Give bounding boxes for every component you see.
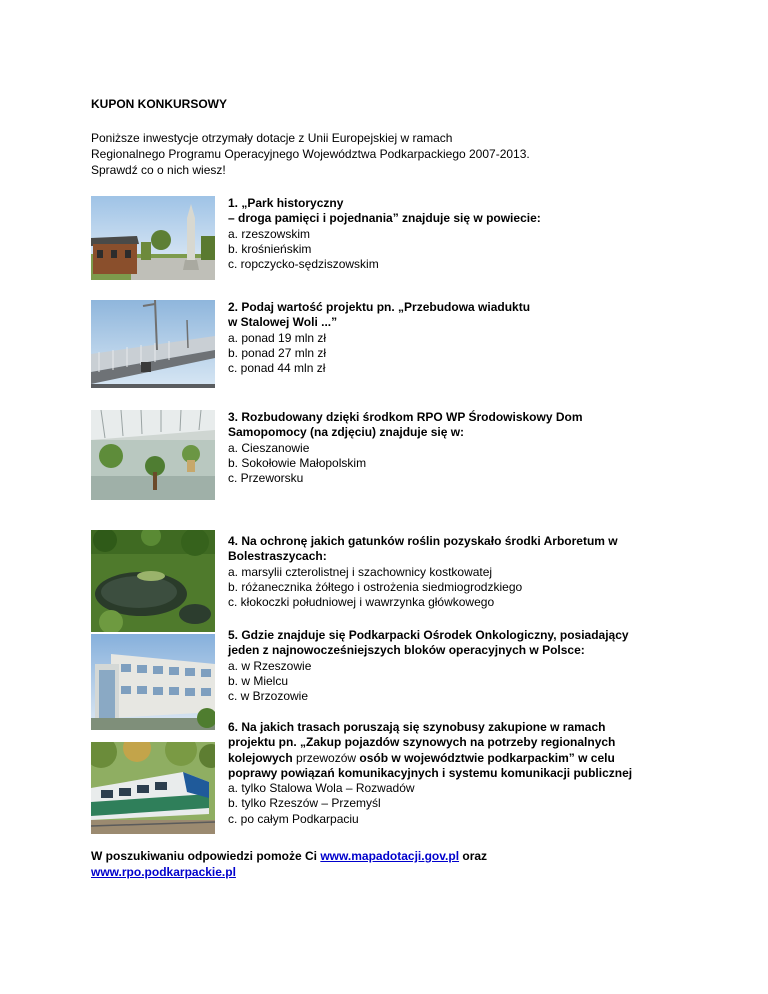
photo-self-help-house [91, 410, 215, 500]
photo-arboretum [91, 530, 215, 632]
question-1 [228, 196, 688, 272]
answer-option-b: b. Sokołowie Małopolskim [228, 455, 367, 470]
question-heading: 5. Gdzie znajduje się Podkarpacki Ośrodek Onkologiczny, posiadający [228, 628, 629, 642]
answer-option-c: c. kłokoczki południowej i wawrzynka główkowego [228, 595, 495, 610]
question-heading: 4. Na ochronę jakich gatunków roślin pozyskało środki Arboretum w [228, 534, 618, 548]
question-heading: w Stalowej Woli ...” [228, 315, 338, 330]
answer-option-b: b. ponad 27 mln zł [228, 345, 327, 360]
intro-text [91, 130, 711, 178]
answer-option-b: b. tylko Rzeszów – Przemyśl [228, 796, 381, 811]
heading-normal-part: przewozów [296, 750, 357, 765]
photo-railbus [91, 742, 215, 834]
heading-bold-part: osób w województwie podkarpackim” w celu [356, 750, 615, 765]
question-6 [228, 720, 688, 827]
answer-option-c: c. Przeworsku [228, 471, 304, 486]
question-heading [228, 751, 688, 766]
question-4 [228, 534, 688, 610]
footer-hint [91, 848, 711, 880]
answer-option-b: b. krośnieńskim [228, 241, 312, 256]
question-heading: 6. Na jakich trasach poruszają się szynobusy zakupione w ramach [228, 720, 606, 734]
answer-option-c: c. po całym Podkarpaciu [228, 811, 359, 826]
answer-option-a: a. rzeszowskim [228, 226, 311, 241]
link-rpo-podkarpackie[interactable]: www.rpo.podkarpackie.pl [91, 865, 236, 879]
question-heading: projektu pn. „Zakup pojazdów szynowych na potrzeby regionalnych [228, 735, 616, 750]
answer-option-a: a. w Rzeszowie [228, 658, 312, 673]
question-2 [228, 300, 688, 376]
question-5 [228, 628, 688, 704]
photo-historical-park [91, 196, 215, 280]
question-heading: 3. Rozbudowany dzięki środkom RPO WP Środowiskowy Dom [228, 410, 583, 424]
answer-option-a: a. marsylii czterolistnej i szachownicy kostkowatej [228, 564, 493, 579]
question-heading: Bolestraszycach: [228, 549, 327, 564]
answer-option-c: c. w Brzozowie [228, 689, 309, 704]
photo-viaduct [91, 300, 215, 388]
answer-option-b: b. różanecznika żółtego i ostrożenia siedmiogrodzkiego [228, 579, 523, 594]
answer-option-c: c. ropczycko-sędziszowskim [228, 257, 379, 272]
page-title: KUPON KONKURSOWY [91, 97, 228, 111]
answer-option-a: a. Cieszanowie [228, 440, 310, 455]
intro-line: Poniższe inwestycje otrzymały dotacje z Unii Europejskiej w ramach [91, 131, 453, 145]
question-heading: jeden z najnowocześniejszych bloków operacyjnych w Polsce: [228, 643, 585, 658]
heading-bold-part: kolejowych [228, 750, 297, 765]
footer-text: oraz [459, 849, 488, 863]
answer-option-b: b. w Mielcu [228, 673, 289, 688]
intro-line: Sprawdź co o nich wiesz! [91, 163, 226, 177]
question-heading: poprawy powiązań komunikacyjnych i systemu komunikacji publicznej [228, 765, 633, 780]
question-heading: Samopomocy (na zdjęciu) znajduje się w: [228, 425, 465, 440]
answer-option-a: a. tylko Stalowa Wola – Rozwadów [228, 781, 415, 796]
question-heading: 1. „Park historyczny [228, 196, 344, 210]
question-3 [228, 410, 688, 486]
photo-oncology-center [91, 634, 215, 730]
intro-line: Regionalnego Programu Operacyjnego Województwa Podkarpackiego 2007-2013. [91, 147, 530, 161]
answer-option-a: a. ponad 19 mln zł [228, 330, 327, 345]
question-heading: – droga pamięci i pojednania” znajduje się w powiecie: [228, 211, 541, 226]
answer-option-c: c. ponad 44 mln zł [228, 361, 326, 376]
footer-text: W poszukiwaniu odpowiedzi pomoże Ci [91, 849, 321, 863]
link-mapadotacji[interactable]: www.mapadotacji.gov.pl [320, 849, 460, 863]
question-heading: 2. Podaj wartość projektu pn. „Przebudowa wiaduktu [228, 300, 531, 314]
